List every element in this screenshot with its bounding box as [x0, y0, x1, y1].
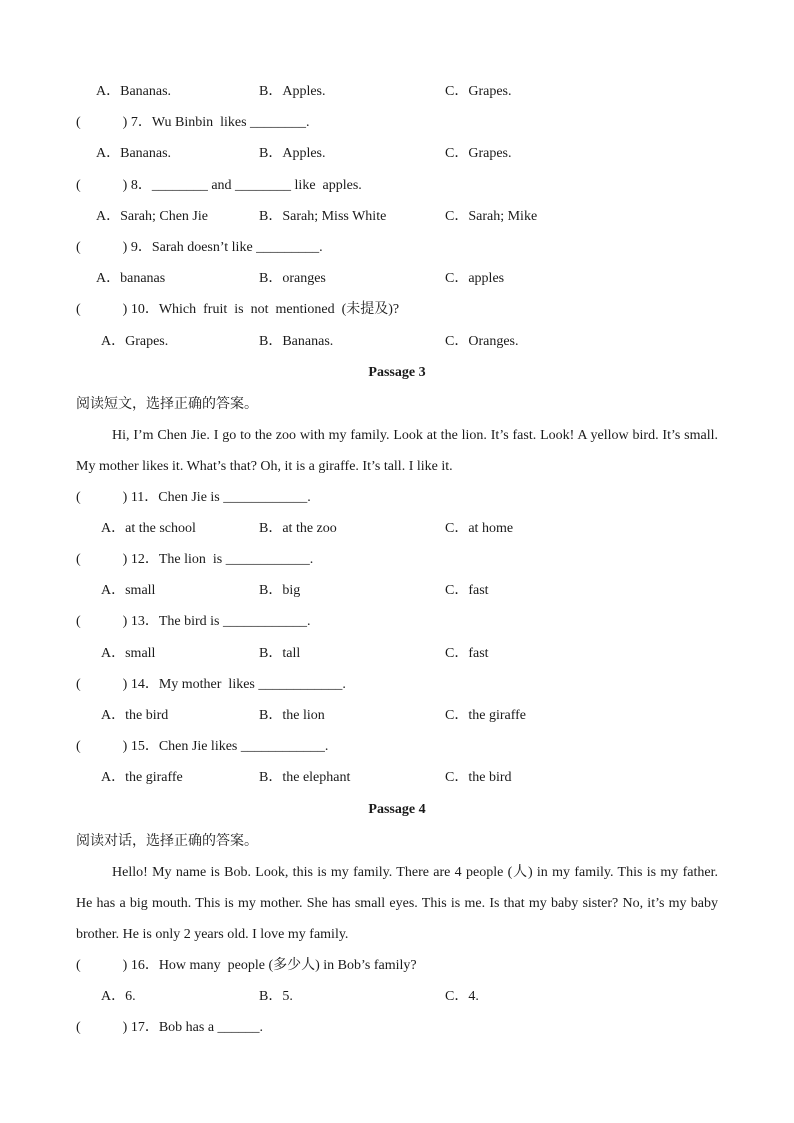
- option-b: B．tall: [259, 646, 301, 661]
- question-line: ( ) 10．Which fruit is not mentioned (未提及)?: [76, 302, 400, 317]
- option-b: B．oranges: [259, 271, 326, 286]
- passage-heading: Passage 3: [368, 365, 426, 380]
- option-b: B．the lion: [259, 708, 325, 723]
- option-a: A．Sarah; Chen Jie: [96, 209, 208, 224]
- instruction-text: 阅读短文，选择正确的答案。: [76, 396, 258, 412]
- option-c: C．the bird: [445, 770, 512, 785]
- option-c: C．fast: [445, 646, 489, 661]
- passage-text: Hi, I’m Chen Jie. I go to the zoo with my family. Look at the lion. It’s fast. Look! A yellow bird. It’s small. My mother likes it. What’s that? Oh, it is a giraffe. It’s tall. I like it.: [76, 428, 718, 474]
- option-b: B．Apples.: [259, 146, 326, 161]
- option-a: A．bananas: [96, 271, 166, 286]
- option-c: C．apples: [445, 271, 505, 286]
- question-line: ( ) 9．Sarah doesn’t like _________.: [76, 240, 323, 255]
- option-c: C．the giraffe: [445, 708, 526, 723]
- option-a: A．6.: [101, 989, 136, 1004]
- question-line: ( ) 13．The bird is ____________.: [76, 614, 311, 629]
- option-a: A．the giraffe: [101, 770, 183, 785]
- passage-heading: Passage 4: [368, 802, 426, 817]
- option-c: C．Grapes.: [445, 84, 512, 99]
- option-a: A．Bananas.: [96, 84, 172, 99]
- option-a: A．small: [101, 646, 156, 661]
- option-c: C．Grapes.: [445, 146, 512, 161]
- option-a: A．the bird: [101, 708, 169, 723]
- question-line: ( ) 15．Chen Jie likes ____________.: [76, 739, 329, 754]
- option-c: C．Sarah; Mike: [445, 209, 538, 224]
- option-a: A．at the school: [101, 521, 196, 536]
- option-c: C．4.: [445, 989, 479, 1004]
- option-b: B．the elephant: [259, 770, 351, 785]
- option-b: B．Bananas.: [259, 334, 334, 349]
- option-c: C．at home: [445, 521, 514, 536]
- option-b: B．at the zoo: [259, 521, 337, 536]
- option-b: B．Apples.: [259, 84, 326, 99]
- option-b: B．5.: [259, 989, 293, 1004]
- option-a: A．Bananas.: [96, 146, 172, 161]
- question-line: ( ) 14．My mother likes ____________.: [76, 677, 346, 692]
- question-line: ( ) 11．Chen Jie is ____________.: [76, 490, 311, 505]
- instruction-text: 阅读对话，选择正确的答案。: [76, 833, 258, 849]
- option-c: C．fast: [445, 583, 489, 598]
- option-a: A．Grapes.: [101, 334, 169, 349]
- question-line: ( ) 7．Wu Binbin likes ________.: [76, 115, 310, 130]
- question-line: ( ) 16．How many people (多少人) in Bob’s family?: [76, 958, 417, 973]
- question-line: ( ) 12．The lion is ____________.: [76, 552, 314, 567]
- option-b: B．Sarah; Miss White: [259, 209, 387, 224]
- option-a: A．small: [101, 583, 156, 598]
- option-c: C．Oranges.: [445, 334, 519, 349]
- question-line: ( ) 8．________ and ________ like apples.: [76, 178, 362, 193]
- option-b: B．big: [259, 583, 301, 598]
- passage-text: Hello! My name is Bob. Look, this is my family. There are 4 people (人) in my family. This is my father. He has a big mouth. This is my mother. She has small eyes. This is me. Is that my baby sister? No, it’s my baby brother. He is only 2 years old. I love my family.: [76, 865, 718, 942]
- question-line: ( ) 17．Bob has a ______.: [76, 1020, 264, 1035]
